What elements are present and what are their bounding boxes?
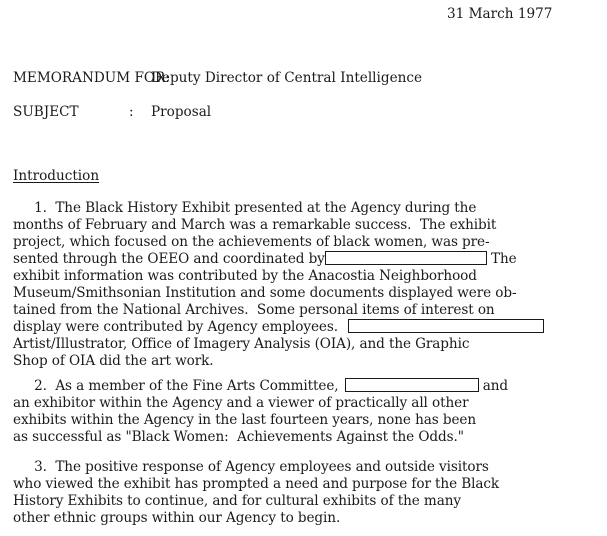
paragraph-line-text: sented through the OEEO and coordinated by	[13, 251, 325, 267]
subject-label: SUBJECT	[13, 104, 79, 120]
redaction-box	[325, 251, 487, 265]
paragraph-line: months of February and March was a remarkable success. The exhibit	[13, 217, 497, 233]
redaction-box	[348, 319, 544, 333]
paragraph-line: who viewed the exhibit has prompted a need and purpose for the Black	[13, 476, 500, 492]
paragraph-line: exhibit information was contributed by the Anacostia Neighborhood	[13, 268, 477, 284]
paragraph-line-text: 2. As a member of the Fine Arts Committee,	[13, 378, 339, 394]
paragraph-line-text: and	[478, 378, 508, 394]
paragraph-line: other ethnic groups within our Agency to begin.	[13, 510, 341, 526]
paragraph-line-with-redaction	[13, 319, 544, 336]
paragraph-line: project, which focused on the achievements of black women, was pre-	[13, 234, 490, 250]
paragraph-line: Artist/Illustrator, Office of Imagery Analysis (OIA), and the Graphic	[13, 336, 470, 352]
memo-for-label: MEMORANDUM FOR:	[13, 70, 170, 86]
paragraph-line-with-redaction	[13, 378, 508, 395]
paragraph-line: tained from the National Archives. Some personal items of interest on	[13, 302, 495, 318]
paragraph-line-text: The	[486, 251, 517, 267]
subject-value: Proposal	[151, 104, 212, 120]
paragraph-line-with-redaction	[13, 251, 517, 268]
memo-date: 31 March 1977	[447, 6, 553, 22]
section-heading-introduction: Introduction	[13, 168, 100, 184]
paragraph-line: Shop of OIA did the art work.	[13, 353, 214, 369]
paragraph-line: exhibits within the Agency in the last fourteen years, none has been	[13, 412, 476, 428]
subject-colon: :	[129, 104, 134, 120]
redaction-box	[345, 378, 479, 392]
paragraph-line: Museum/Smithsonian Institution and some documents displayed were ob-	[13, 285, 517, 301]
paragraph-line: History Exhibits to continue, and for cultural exhibits of the many	[13, 493, 461, 509]
paragraph-line: 3. The positive response of Agency employees and outside visitors	[13, 459, 489, 475]
paragraph-line: 1. The Black History Exhibit presented at the Agency during the	[13, 200, 477, 216]
memo-for-value: Deputy Director of Central Intelligence	[151, 70, 423, 86]
paragraph-line: as successful as "Black Women: Achievements Against the Odds."	[13, 429, 464, 445]
paragraph-line: an exhibitor within the Agency and a viewer of practically all other	[13, 395, 469, 411]
paragraph-line-text: display were contributed by Agency employees.	[13, 319, 338, 335]
